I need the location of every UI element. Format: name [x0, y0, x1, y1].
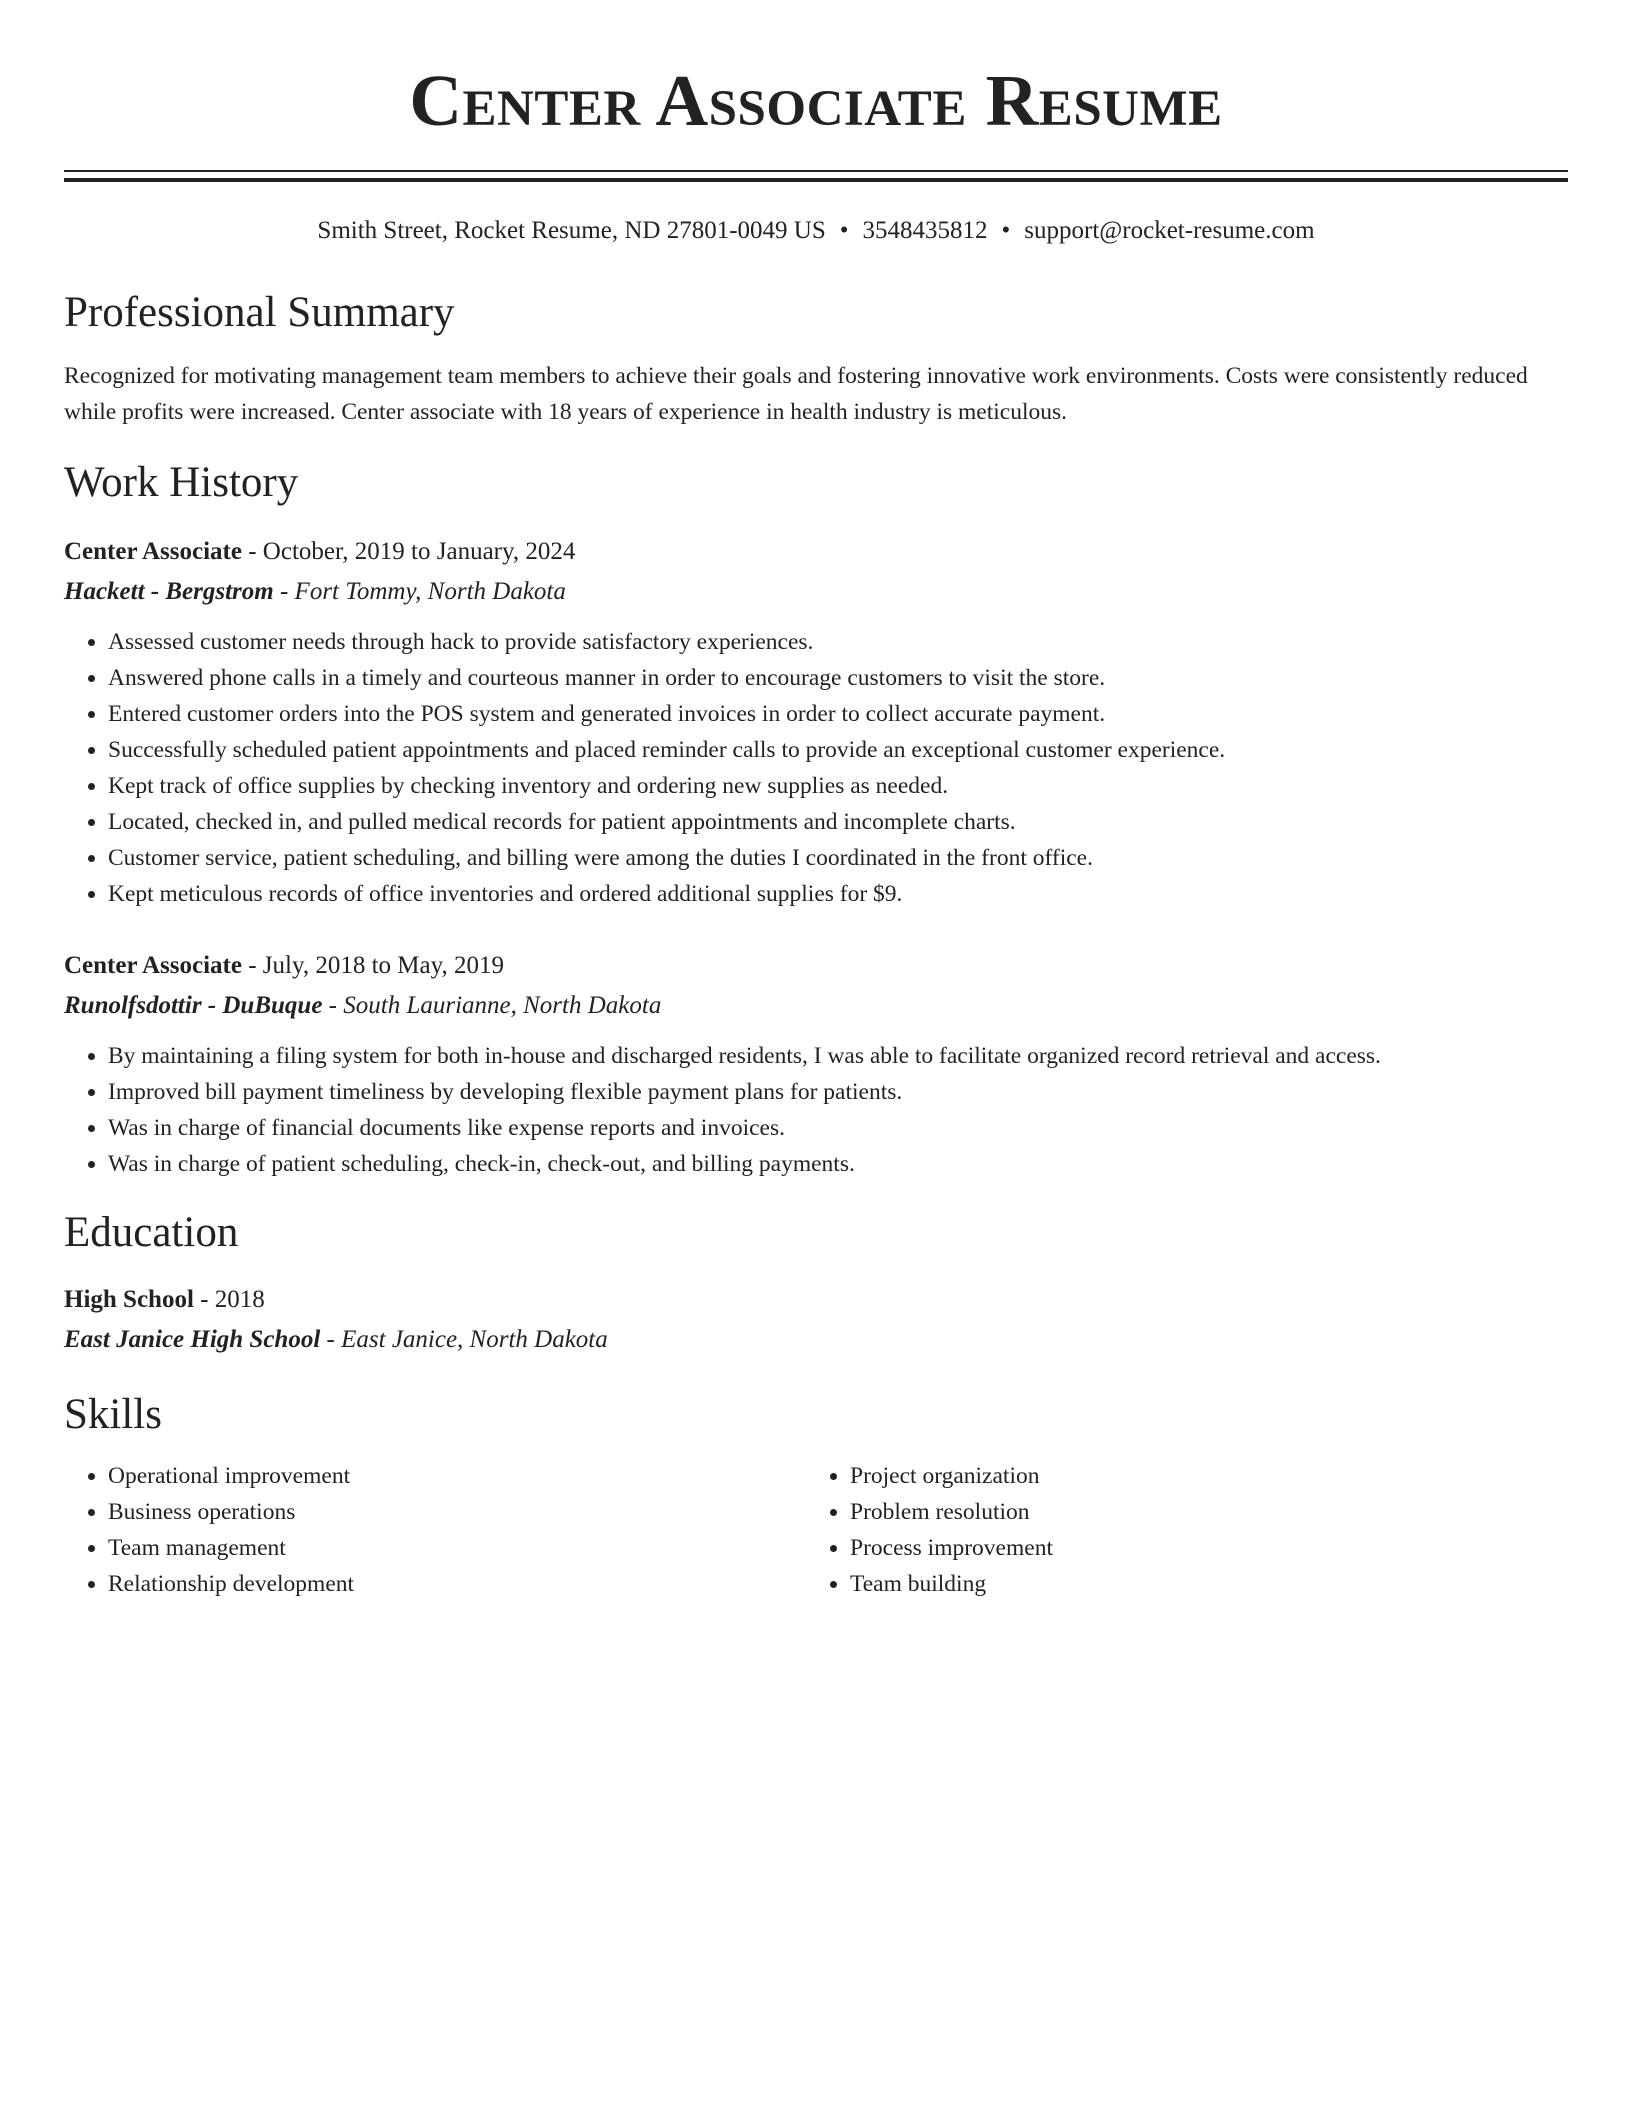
contact-phone: 3548435812	[862, 217, 988, 244]
job-duties-list	[64, 1038, 1568, 1182]
contact-separator: •	[1001, 217, 1011, 244]
skill-item: • Operational improvement	[108, 1458, 806, 1494]
education-year: - 2018	[193, 1286, 265, 1313]
job-duty: • Improved bill payment timeliness by developing flexible payment plans for patients.	[108, 1074, 1568, 1110]
job-duty: • Was in charge of financial documents like expense reports and invoices.	[108, 1110, 1568, 1146]
job-company-line	[64, 986, 1568, 1026]
education-degree-line	[64, 1280, 1568, 1320]
title-divider-top	[64, 170, 1568, 172]
skills-list-right	[806, 1458, 1548, 1602]
summary-heading: Professional Summary	[64, 289, 455, 336]
job-duty: • Successfully scheduled patient appointments and placed reminder calls to provide an exceptional customer experience.	[108, 732, 1568, 768]
contact-line	[64, 216, 1568, 246]
job-title: Center Associate	[64, 538, 242, 565]
contact-separator: •	[839, 217, 849, 244]
job-duties-list	[64, 624, 1568, 912]
job-location: - South Laurianne, North Dakota	[322, 992, 662, 1019]
job-company: Hackett - Bergstrom	[64, 578, 274, 605]
skill-item: • Team management	[108, 1530, 806, 1566]
education-entry	[64, 1280, 1568, 1360]
job-duty: • Located, checked in, and pulled medical records for patient appointments and incomplete charts.	[108, 804, 1568, 840]
job-dates: - July, 2018 to May, 2019	[241, 952, 504, 979]
education-school-line	[64, 1320, 1568, 1360]
education-heading: Education	[64, 1209, 239, 1256]
job-entry	[64, 946, 1568, 1182]
job-title-line	[64, 532, 1568, 572]
job-duty: • Entered customer orders into the POS system and generated invoices in order to collect accurate payment.	[108, 696, 1568, 732]
job-duty: • Was in charge of patient scheduling, check-in, check-out, and billing payments.	[108, 1146, 1568, 1182]
skills-grid	[64, 1458, 1568, 1602]
resume-title: Center Associate Resume	[409, 60, 1223, 141]
skill-item: • Process improvement	[850, 1530, 1548, 1566]
job-title: Center Associate	[64, 952, 242, 979]
job-entry	[64, 532, 1568, 912]
job-company: Runolfsdottir - DuBuque	[64, 992, 323, 1019]
job-duty: • Kept track of office supplies by checking inventory and ordering new supplies as needed.	[108, 768, 1568, 804]
work-history-heading: Work History	[64, 459, 299, 506]
contact-address: Smith Street, Rocket Resume, ND 27801-0049 US	[317, 217, 826, 244]
skill-item: • Problem resolution	[850, 1494, 1548, 1530]
job-dates: - October, 2019 to January, 2024	[241, 538, 576, 565]
education-degree: High School	[64, 1286, 194, 1313]
job-title-line	[64, 946, 1568, 986]
job-duty: • Kept meticulous records of office inventories and ordered additional supplies for $9.	[108, 876, 1568, 912]
summary-text: Recognized for motivating management team members to achieve their goals and fostering innovative work environments. Costs were consistently reduced while profits were increased. Center associate with 18 years of experience in health industry is meticulous.	[64, 363, 1528, 425]
skill-item: • Business operations	[108, 1494, 806, 1530]
skill-item: • Team building	[850, 1566, 1548, 1602]
job-duty: • Answered phone calls in a timely and courteous manner in order to encourage customers to visit the store.	[108, 660, 1568, 696]
job-duty: • Customer service, patient scheduling, and billing were among the duties I coordinated in the front office.	[108, 840, 1568, 876]
skills-heading: Skills	[64, 1391, 162, 1438]
job-duty: • By maintaining a filing system for both in-house and discharged residents, I was able to facilitate organized record retrieval and access.	[108, 1038, 1568, 1074]
skill-item: • Project organization	[850, 1458, 1548, 1494]
job-duty: • Assessed customer needs through hack to provide satisfactory experiences.	[108, 624, 1568, 660]
education-school: East Janice High School	[64, 1326, 321, 1353]
education-location: - East Janice, North Dakota	[320, 1326, 608, 1353]
title-divider-bottom	[64, 178, 1568, 182]
skill-item: • Relationship development	[108, 1566, 806, 1602]
job-location: - Fort Tommy, North Dakota	[273, 578, 566, 605]
job-company-line	[64, 572, 1568, 612]
skills-list-left	[64, 1458, 806, 1602]
contact-email: support@rocket-resume.com	[1024, 217, 1315, 244]
